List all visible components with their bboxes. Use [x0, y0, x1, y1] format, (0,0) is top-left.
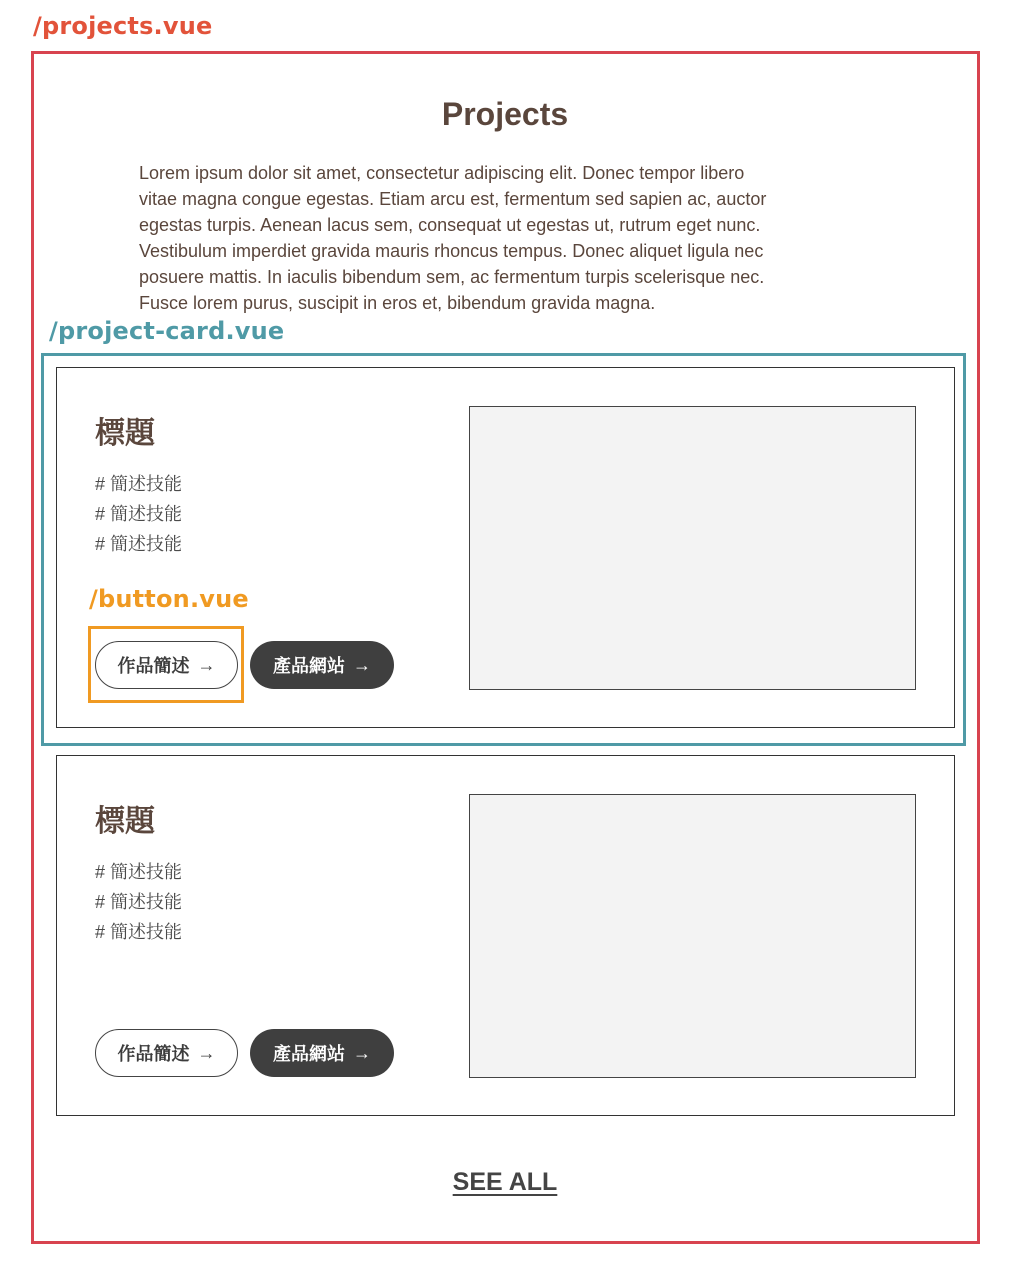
skill-item: # 簡述技能	[95, 922, 183, 942]
intro-paragraph	[139, 160, 884, 316]
arrow-right-icon: →	[353, 1042, 371, 1063]
skill-item: # 簡述技能	[95, 534, 183, 554]
project-detail-label: 作品簡述	[117, 1044, 190, 1064]
product-site-label: 產品網站	[273, 656, 345, 676]
arrow-right-icon: →	[197, 1042, 216, 1063]
project-card	[56, 755, 955, 1116]
intro-line: posuere mattis. In iaculis bibendum sem, ac fermentum turpis scelerisque nec.	[139, 267, 765, 287]
intro-line: vitae magna congue egestas. Etiam arcu est, fermentum sed sapien ac, auctor	[139, 189, 767, 209]
projects-vue-label: /projects.vue	[33, 12, 213, 40]
card-title: 標題	[95, 417, 155, 450]
project-card-vue-label: /project-card.vue	[49, 317, 285, 345]
intro-line: Vestibulum imperdiet gravida mauris rhoncus tempus. Donec aliquet ligula nec	[139, 241, 764, 261]
skill-item: # 簡述技能	[95, 862, 183, 882]
button-vue-label: /button.vue	[89, 585, 249, 613]
intro-line: Lorem ipsum dolor sit amet, consectetur adipiscing elit. Donec tempor libero	[139, 163, 745, 183]
product-site-button[interactable]	[250, 1029, 394, 1077]
skill-item: # 簡述技能	[95, 474, 183, 494]
intro-line: egestas turpis. Aenean lacus sem, consequat ut egestas ut, rutrum eget nunc.	[139, 215, 761, 235]
skill-list	[95, 857, 182, 947]
intro-line: Fusce lorem purus, suscipit in eros et, bibendum gravida magna.	[139, 293, 656, 313]
button-component-outline	[88, 626, 244, 703]
arrow-right-icon: →	[353, 654, 371, 675]
project-detail-button[interactable]	[95, 1029, 238, 1077]
project-detail-label: 作品簡述	[117, 656, 190, 676]
page-title: Projects	[441, 96, 569, 132]
skill-item: # 簡述技能	[95, 504, 183, 524]
product-site-label: 產品網站	[273, 1044, 345, 1064]
project-image-placeholder	[469, 794, 916, 1078]
skill-item: # 簡述技能	[95, 892, 183, 912]
arrow-right-icon: →	[197, 654, 216, 675]
see-all-container	[0, 1168, 1010, 1197]
see-all-link[interactable]: SEE ALL	[452, 1168, 558, 1196]
card-title: 標題	[95, 805, 155, 838]
